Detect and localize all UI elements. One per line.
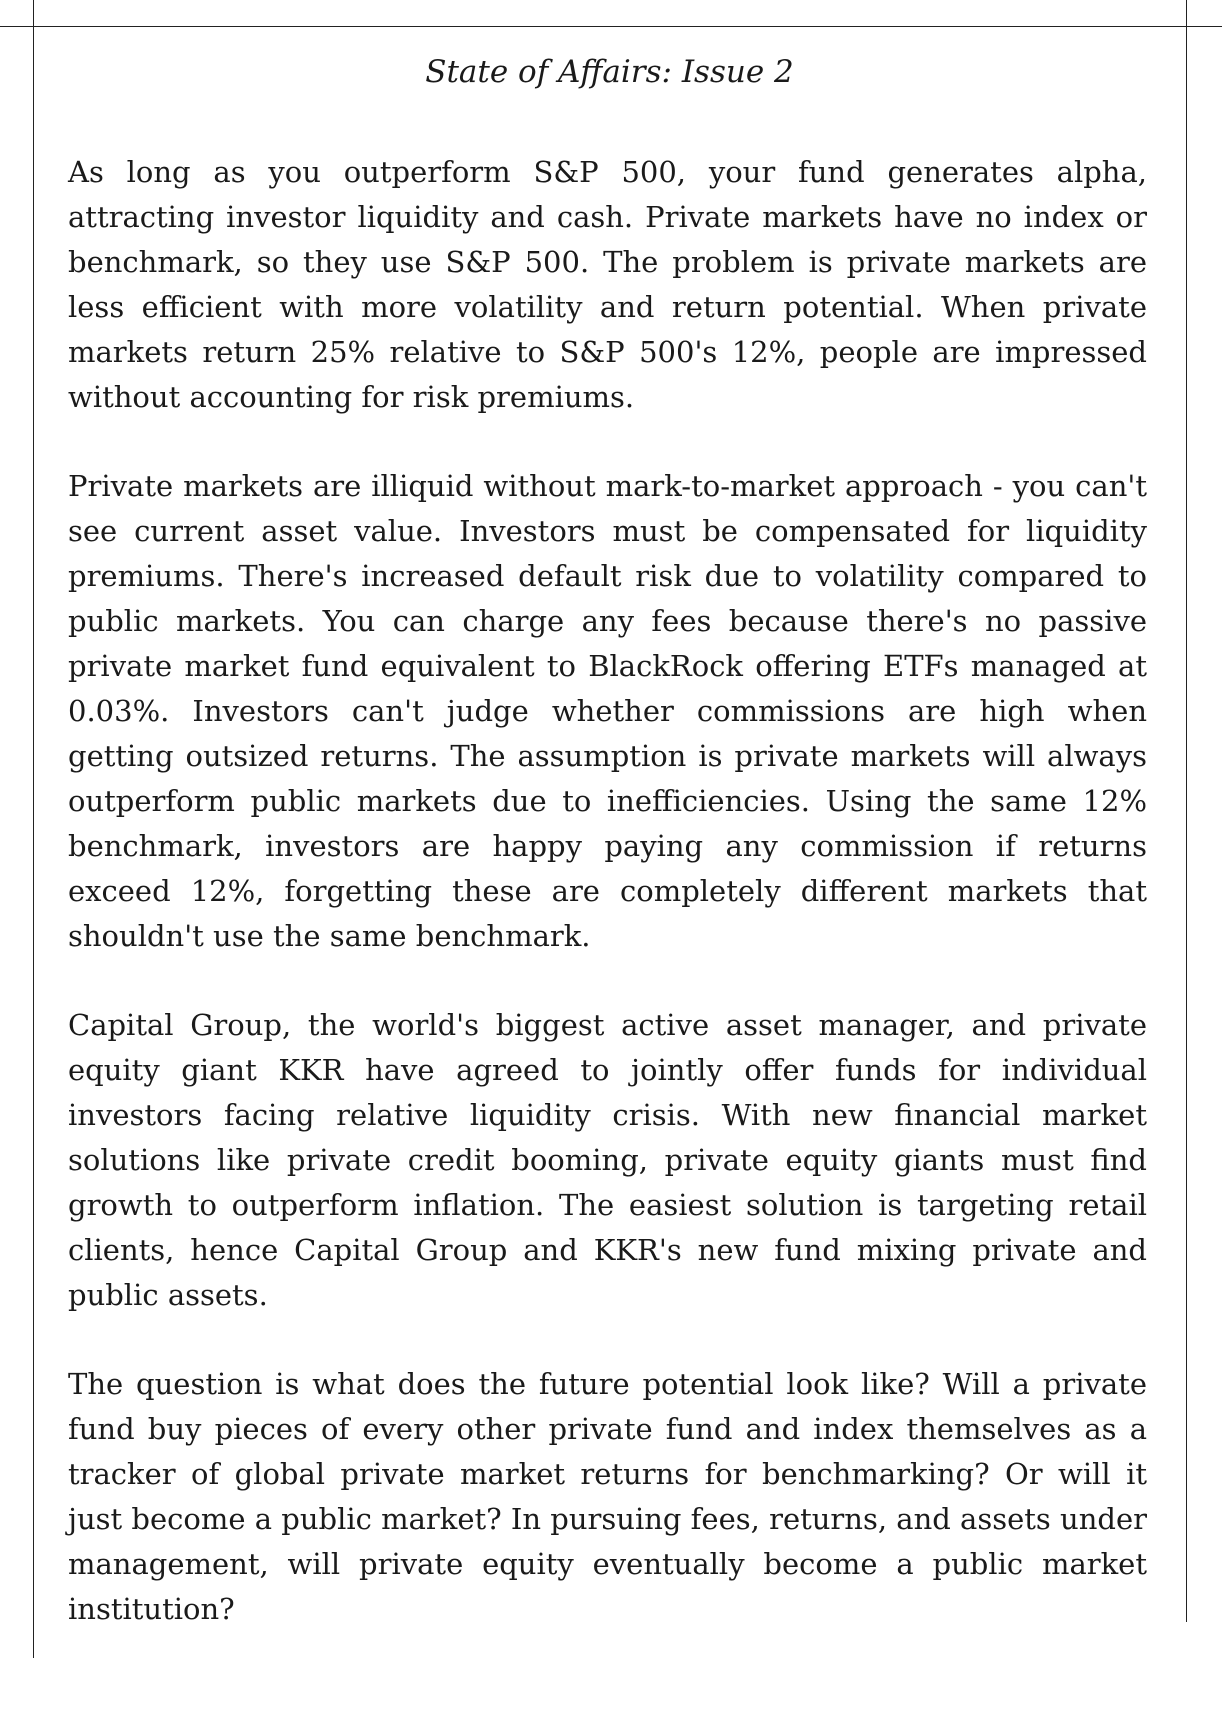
left-border-line bbox=[33, 0, 34, 1658]
document-title: State of Affairs: Issue 2 bbox=[425, 54, 794, 90]
paragraph-1: As long as you outperform S&P 500, your fund generates alpha, attracting investor liquidity and cash. Private markets have no index or benchmark, so they use S&P 500. The problem is private markets are less efficient with more volatility and return potential. When private markets return 25% relative to S&P 500's 12%, people are impressed without accounting for risk premiums. bbox=[68, 155, 1147, 414]
paragraph-3: Capital Group, the world's biggest active asset manager, and private equity giant KKR have agreed to jointly offer funds for individual investors facing relative liquidity crisis. With new financial market solutions like private credit booming, private equity giants must find growth to outperform inflation. The easiest solution is targeting retail clients, hence Capital Group and KKR's new fund mixing private and public assets. bbox=[68, 1008, 1147, 1312]
document-body bbox=[68, 150, 1147, 1676]
paragraph-4: The question is what does the future potential look like? Will a private fund buy pieces of every other private fund and index themselves as a tracker of global private market returns for benchmarking? Or will it just become a public market? In pursuing fees, returns, and assets under management, will private equity eventually become a public market institution? bbox=[68, 1367, 1147, 1626]
top-border-line bbox=[0, 26, 1222, 27]
right-border-line bbox=[1186, 0, 1187, 1622]
paragraph-2: Private markets are illiquid without mark-to-market approach - you can't see current asset value. Investors must be compensated for liquidity premiums. There's increased default risk due to volatility compared to public markets. You can charge any fees because there's no passive private market fund equivalent to BlackRock offering ETFs managed at 0.03%. Investors can't judge whether commissions are high when getting outsized returns. The assumption is private markets will always outperform public markets due to inefficiencies. Using the same 12% benchmark, investors are happy paying any commission if returns exceed 12%, forgetting these are completely different markets that shouldn't use the same benchmark. bbox=[68, 469, 1147, 953]
